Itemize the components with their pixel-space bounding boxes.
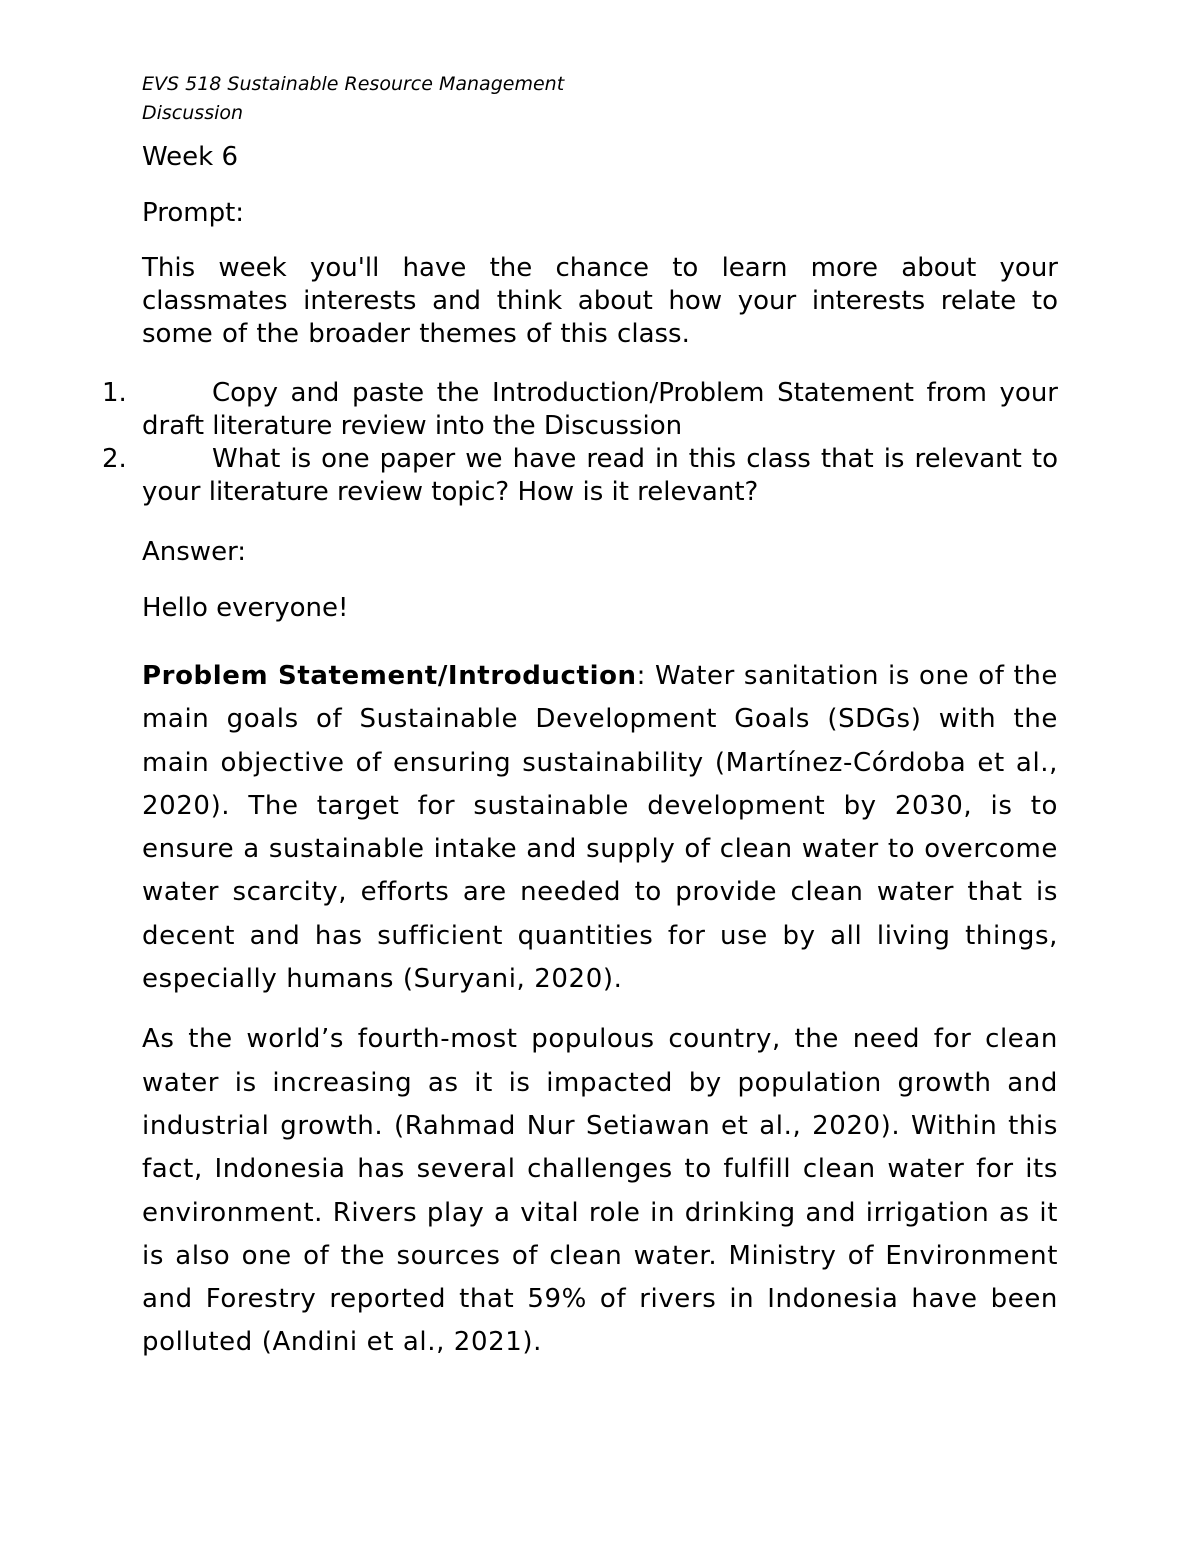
problem-statement-paragraph bbox=[142, 655, 1058, 1001]
problem-text: : Water sanitation is one of the main goals of Sustainable Development Goals (SDGs) with the main objective of ensuring sustainability (Martínez-Córdoba et al., 2020). The target for sustainable development by 2030, is to ensure a sustainable intake and supply of clean water to overcome water scarcity, efforts are needed to provide clean water that is decent and has sufficient quantities for use by all living things, especially humans (Suryani, 2020). bbox=[142, 661, 1058, 995]
document-header bbox=[142, 70, 564, 128]
problem-heading: Problem Statement/Introduction bbox=[142, 661, 637, 691]
list-item-text: What is one paper we have read in this class that is relevant to your literature review topic? How is it relevant? bbox=[142, 444, 1058, 507]
list-item-text: Copy and paste the Introduction/Problem Statement from your draft literature review into the Discussion bbox=[142, 378, 1058, 441]
list-number: 2. bbox=[102, 444, 127, 474]
list-number: 1. bbox=[102, 378, 127, 408]
document-type: Discussion bbox=[142, 102, 244, 124]
body-paragraph: As the world’s fourth-most populous country, the need for clean water is increasing as it is impacted by population growth and industrial growth. (Rahmad Nur Setiawan et al., 2020). Within this fact, Indonesia has several challenges to fulfill clean water for its environment. Rivers play a vital role in drinking and irrigation as it is also one of the sources of clean water. Ministry of Environment and Forestry reported that 59% of rivers in Indonesia have been polluted (Andini et al., 2021). bbox=[142, 1024, 1058, 1358]
greeting-text: Hello everyone! bbox=[142, 593, 349, 623]
course-title: EVS 518 Sustainable Resource Management bbox=[142, 73, 565, 95]
list-item bbox=[102, 443, 1058, 509]
document-body bbox=[102, 140, 1058, 1365]
prompt-text: This week you'll have the chance to learn more about your classmates interests and think about how your interests relate to some of the broader themes of this class. bbox=[142, 253, 1058, 349]
prompt-label: Prompt: bbox=[142, 198, 245, 228]
prompt-list bbox=[102, 377, 1058, 509]
answer-label: Answer: bbox=[142, 537, 247, 567]
list-item bbox=[102, 377, 1058, 443]
week-label: Week 6 bbox=[142, 142, 239, 172]
